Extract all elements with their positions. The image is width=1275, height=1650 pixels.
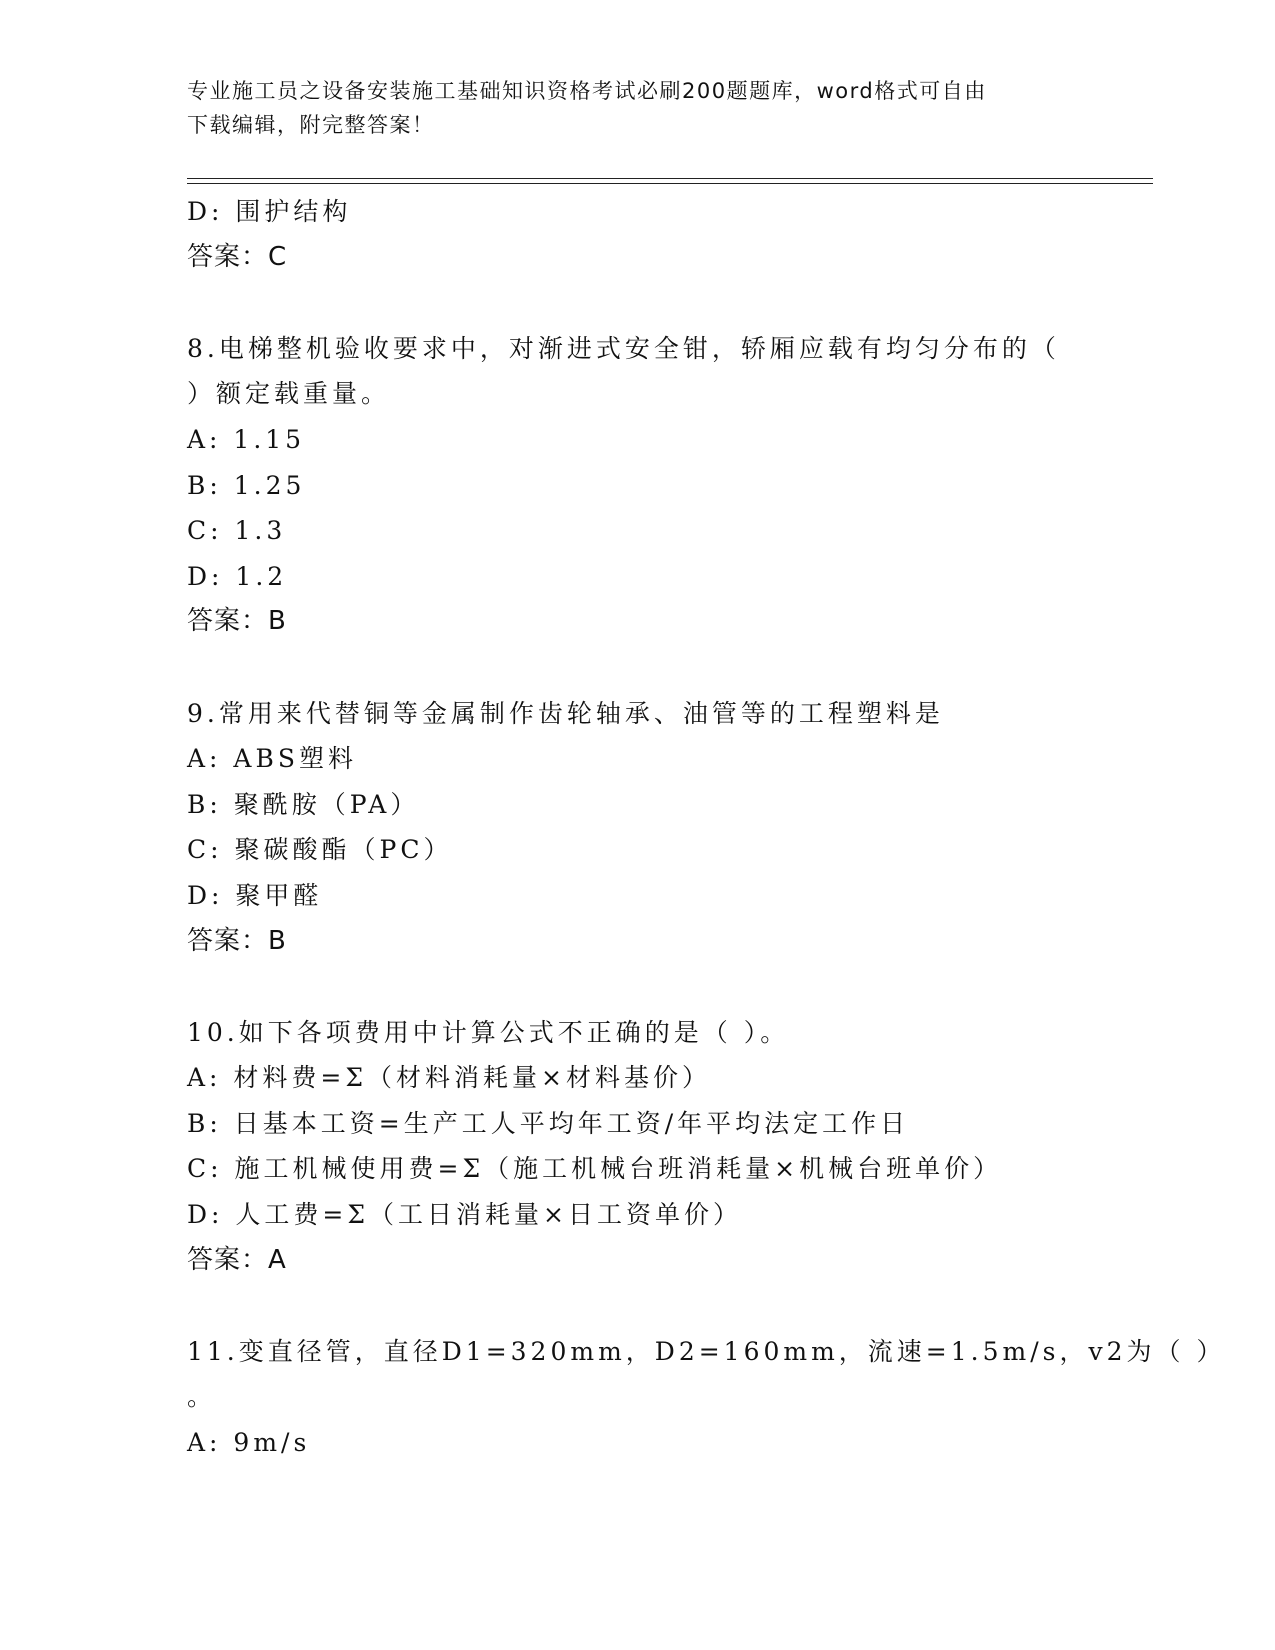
option-c: C: 聚碳酸酯（PC）: [187, 835, 453, 865]
answer: 答案：C: [187, 241, 288, 272]
document-header: [187, 74, 1067, 142]
option-a: A: 1.15: [187, 424, 306, 454]
option-d: D: 人工费=Σ（工日消耗量×日工资单价）: [187, 1200, 742, 1230]
option-d: D: 聚甲醛: [187, 880, 323, 910]
option-d: D: 围护结构: [187, 197, 352, 226]
question-11: [187, 1329, 1226, 1466]
option-c: C: 施工机械使用费=Σ（施工机械台班消耗量×机械台班单价）: [187, 1154, 1003, 1184]
option-d: D: 1.2: [187, 561, 288, 591]
question-9: [187, 691, 1087, 965]
spacer: [187, 280, 1087, 326]
header-line-2: 下载编辑，附完整答案！: [187, 113, 435, 137]
option-c: C: 1.3: [187, 516, 287, 546]
header-divider-bottom: [187, 183, 1153, 184]
question-10: [187, 1010, 1087, 1284]
answer: 答案：B: [187, 925, 287, 956]
question-stem-continued: ）额定载重量。: [187, 379, 391, 409]
answer: 答案：A: [187, 1244, 287, 1275]
document-body: [187, 189, 1226, 1466]
question-stem: 11.变直径管，直径D1=320mm，D2=160mm，流速=1.5m/s，v2为（ ）: [187, 1336, 1226, 1366]
question-stem: 10.如下各项费用中计算公式不正确的是（ ）。: [187, 1017, 790, 1047]
option-a: A: ABS塑料: [187, 744, 357, 774]
header-line-1: 专业施工员之设备安装施工基础知识资格考试必刷200题题库，word格式可自由: [187, 79, 987, 103]
question-stem: 9.常用来代替铜等金属制作齿轮轴承、油管等的工程塑料是: [187, 698, 944, 728]
option-b: B: 聚酰胺（PA）: [187, 789, 420, 819]
spacer: [187, 964, 1087, 1010]
spacer: [187, 1283, 1087, 1329]
question-8: [187, 326, 1087, 645]
option-b: B: 日基本工资=生产工人平均年工资/年平均法定工作日: [187, 1108, 910, 1138]
option-a: A: 材料费=Σ（材料消耗量×材料基价）: [187, 1063, 711, 1093]
question-stem: 8.电梯整机验收要求中，对渐进式安全钳，轿厢应载有均匀分布的（: [187, 333, 1060, 363]
spacer: [187, 645, 1087, 691]
option-a: A: 9m/s: [187, 1428, 311, 1458]
header-divider-top: [187, 178, 1153, 179]
answer: 答案：B: [187, 606, 287, 637]
question-stem-continued: 。: [187, 1382, 217, 1412]
option-b: B: 1.25: [187, 470, 306, 500]
